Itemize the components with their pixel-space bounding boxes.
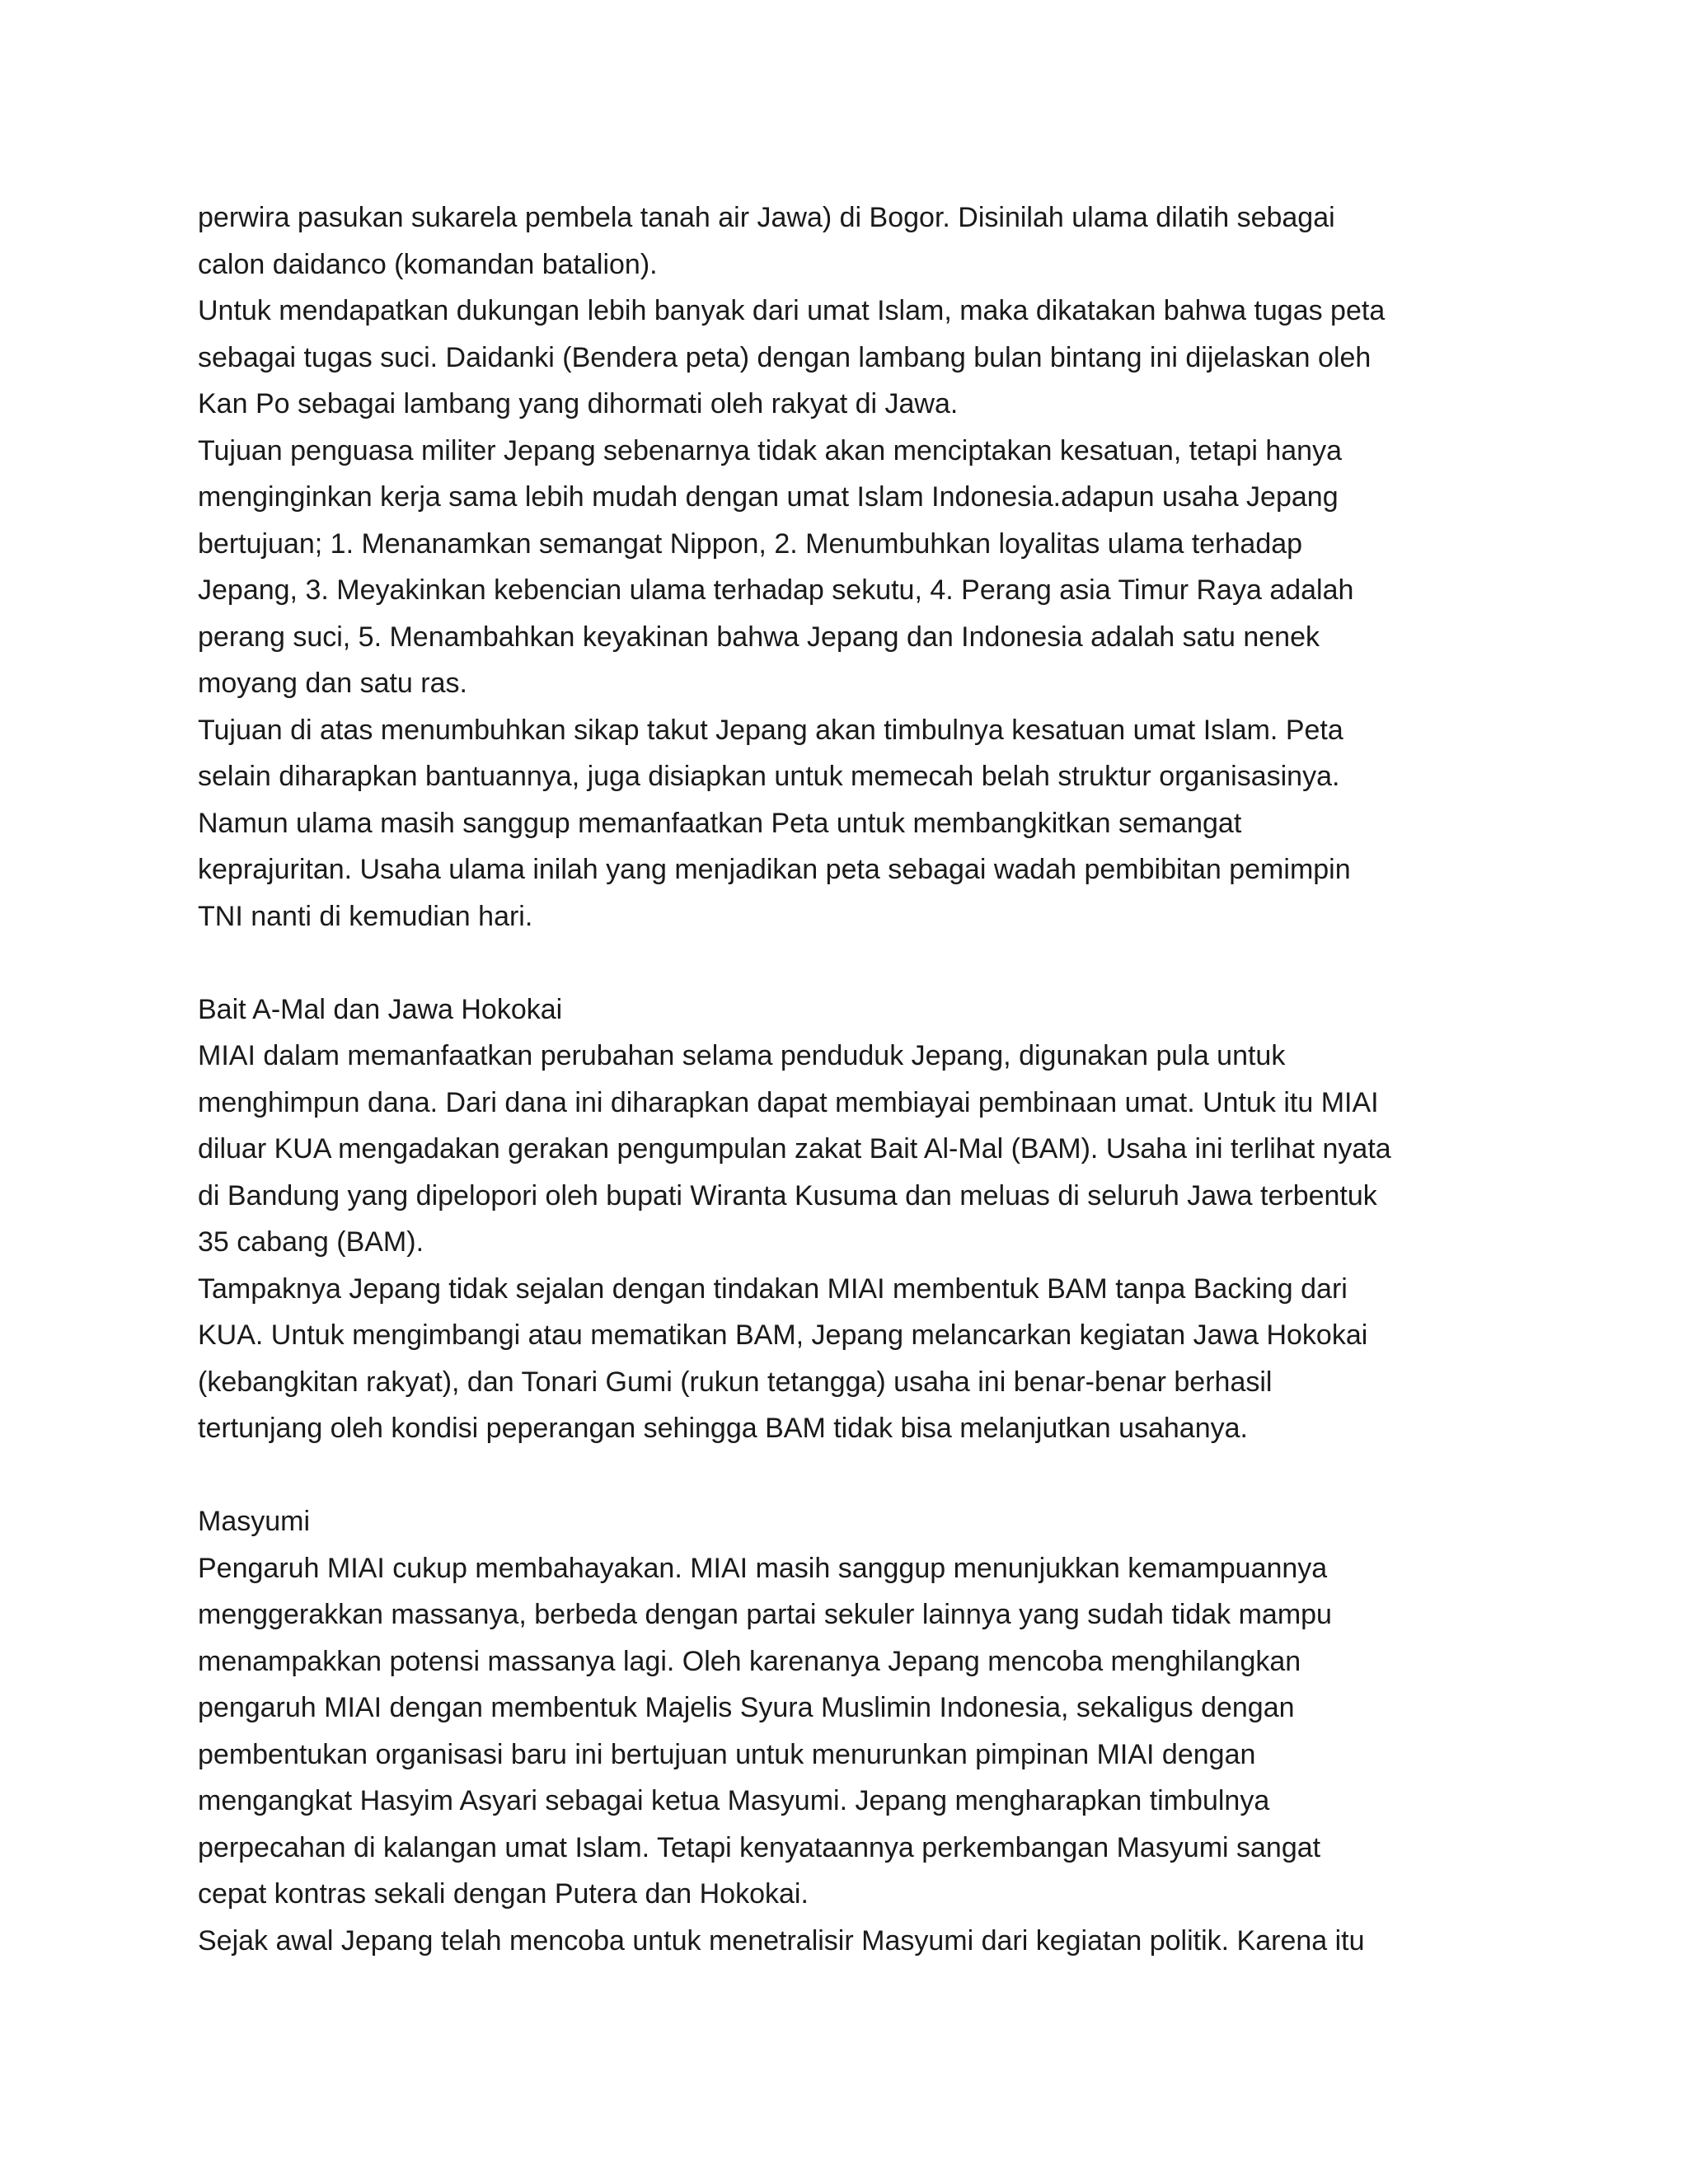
- heading-text: Bait A-Mal dan Jawa Hokokai: [198, 993, 563, 1025]
- paragraph-line: (kebangkitan rakyat), dan Tonari Gumi (rukun tetangga) usaha ini benar-benar berhasil: [198, 1366, 1273, 1398]
- paragraph-line: moyang dan satu ras.: [198, 668, 467, 699]
- paragraph-line: pembentukan organisasi baru ini bertujuan untuk menurunkan pimpinan MIAI dengan: [198, 1738, 1256, 1770]
- paragraph-line: perpecahan di kalangan umat Islam. Tetapi kenyataannya perkembangan Masyumi sangat: [198, 1831, 1321, 1863]
- paragraph-line: di Bandung yang dipelopori oleh bupati Wiranta Kusuma dan meluas di seluruh Jawa terbentuk: [198, 1179, 1377, 1212]
- section-heading: [198, 1498, 1508, 1545]
- paragraph: [198, 707, 1508, 940]
- paragraph-line: TNI nanti di kemudian hari.: [198, 900, 533, 932]
- paragraph-line: keprajuritan. Usaha ulama inilah yang menjadikan peta sebagai wadah pembibitan pemimpin: [198, 854, 1351, 885]
- heading-text: Masyumi: [198, 1506, 311, 1537]
- paragraph-line: Untuk mendapatkan dukungan lebih banyak dari umat Islam, maka dikatakan bahwa tugas peta: [198, 295, 1386, 326]
- paragraph-line: MIAI dalam memanfaatkan perubahan selama penduduk Jepang, digunakan pula untuk: [198, 1040, 1286, 1071]
- paragraph-line: Tujuan penguasa militer Jepang sebenarnya tidak akan menciptakan kesatuan, tetapi hanya: [198, 434, 1342, 466]
- paragraph: [198, 1918, 1508, 1965]
- paragraph: [198, 1266, 1508, 1452]
- paragraph: [198, 1033, 1508, 1266]
- paragraph-line: Tujuan di atas menumbuhkan sikap takut Jepang akan timbulnya kesatuan umat Islam. Peta: [198, 714, 1343, 746]
- paragraph-line: perang suci, 5. Menambahkan keyakinan bahwa Jepang dan Indonesia adalah satu nenek: [198, 621, 1320, 653]
- paragraph-line: sebagai tugas suci. Daidanki (Bendera peta) dengan lambang bulan bintang ini dijelaskan oleh: [198, 341, 1372, 373]
- paragraph-line: bertujuan; 1. Menanamkan semangat Nippon, 2. Menumbuhkan loyalitas ulama terhadap: [198, 527, 1303, 560]
- paragraph-line: Tampaknya Jepang tidak sejalan dengan tindakan MIAI membentuk BAM tanpa Backing dari: [198, 1272, 1348, 1305]
- paragraph-line: Pengaruh MIAI cukup membahayakan. MIAI masih sanggup menunjukkan kemampuannya: [198, 1552, 1328, 1584]
- document-body: [198, 194, 1508, 1964]
- paragraph: [198, 428, 1508, 707]
- paragraph-line: Kan Po sebagai lambang yang dihormati oleh rakyat di Jawa.: [198, 388, 959, 419]
- paragraph-line: perwira pasukan sukarela pembela tanah air Jawa) di Bogor. Disinilah ulama dilatih sebagai: [198, 202, 1335, 233]
- paragraph-line: Namun ulama masih sanggup memanfaatkan Peta untuk membangkitkan semangat: [198, 807, 1242, 839]
- paragraph-line: selain diharapkan bantuannya, juga disiapkan untuk memecah belah struktur organisasinya.: [198, 761, 1340, 792]
- paragraph-line: menggerakkan massanya, berbeda dengan partai sekuler lainnya yang sudah tidak mampu: [198, 1599, 1332, 1630]
- paragraph: [198, 194, 1508, 288]
- paragraph-line: diluar KUA mengadakan gerakan pengumpulan zakat Bait Al-Mal (BAM). Usaha ini terlihat nyata: [198, 1133, 1391, 1165]
- paragraph-line: menampakkan potensi massanya lagi. Oleh karenanya Jepang mencoba menghilangkan: [198, 1645, 1301, 1677]
- paragraph-line: menginginkan kerja sama lebih mudah dengan umat Islam Indonesia.adapun usaha Jepang: [198, 481, 1339, 513]
- paragraph: [198, 288, 1508, 428]
- paragraph-line: cepat kontras sekali dengan Putera dan Hokokai.: [198, 1878, 809, 1910]
- paragraph-line: pengaruh MIAI dengan membentuk Majelis Syura Muslimin Indonesia, sekaligus dengan: [198, 1692, 1295, 1723]
- paragraph-line: 35 cabang (BAM).: [198, 1226, 424, 1258]
- blank-line: [198, 1452, 1508, 1499]
- paragraph: [198, 1545, 1508, 1918]
- paragraph-line: tertunjang oleh kondisi peperangan sehingga BAM tidak bisa melanjutkan usahanya.: [198, 1413, 1248, 1444]
- paragraph-line: calon daidanco (komandan batalion).: [198, 248, 658, 280]
- paragraph-line: KUA. Untuk mengimbangi atau mematikan BAM, Jepang melancarkan kegiatan Jawa Hokokai: [198, 1319, 1368, 1351]
- blank-line: [198, 940, 1508, 987]
- paragraph-line: mengangkat Hasyim Asyari sebagai ketua Masyumi. Jepang mengharapkan timbulnya: [198, 1785, 1270, 1816]
- paragraph-line: menghimpun dana. Dari dana ini diharapkan dapat membiayai pembinaan umat. Untuk itu MIAI: [198, 1086, 1379, 1118]
- paragraph-line: Sejak awal Jepang telah mencoba untuk menetralisir Masyumi dari kegiatan politik. Karena itu: [198, 1924, 1365, 1957]
- paragraph-line: Jepang, 3. Meyakinkan kebencian ulama terhadap sekutu, 4. Perang asia Timur Raya adalah: [198, 574, 1354, 606]
- section-heading: [198, 987, 1508, 1033]
